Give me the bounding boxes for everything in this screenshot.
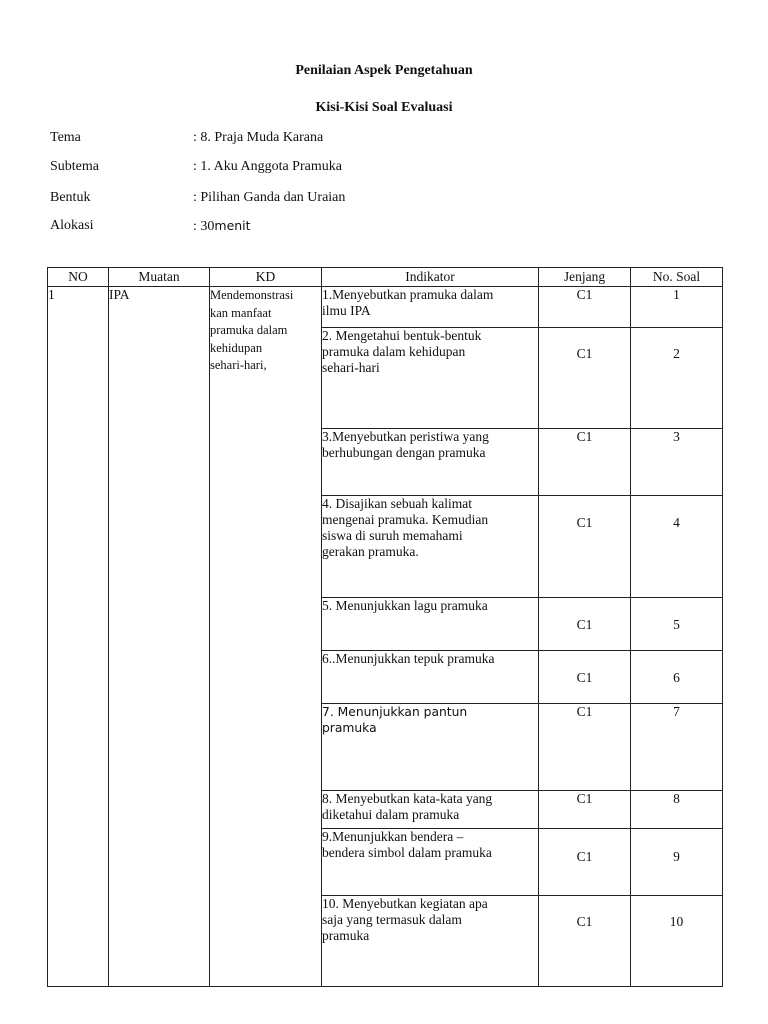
page-title: Penilaian Aspek Pengetahuan	[295, 63, 473, 78]
indikator-line: pramuka dalam kehidupan	[322, 344, 466, 359]
kd-line: kan manfaat	[210, 305, 272, 320]
jenjang-value: C1	[576, 914, 593, 929]
jenjang-cell	[539, 829, 631, 896]
indikator-line: saja yang termasuk dalam	[322, 912, 462, 927]
soal-cell	[631, 704, 723, 791]
kd-line: pramuka dalam	[210, 323, 288, 337]
soal-value: 6	[673, 670, 680, 685]
indikator-line: siswa di suruh memahami	[322, 528, 463, 543]
jenjang-cell	[539, 496, 631, 598]
kisi-kisi-table	[47, 267, 723, 987]
kd-line: sehari-hari,	[210, 358, 267, 372]
jenjang-cell	[539, 598, 631, 651]
meta-label: Tema	[50, 130, 81, 145]
soal-value: 9	[673, 849, 680, 864]
indikator-line: diketahui dalam pramuka	[322, 807, 460, 822]
soal-value: 3	[673, 429, 680, 444]
muatan-cell: IPA	[109, 287, 210, 987]
soal-value: 2	[673, 346, 680, 361]
jenjang-value: C1	[576, 515, 593, 530]
indikator-line: 1.Menyebutkan pramuka dalam	[322, 287, 494, 302]
meta-value	[193, 218, 251, 235]
header-no-soal: No. Soal	[631, 268, 723, 287]
indikator-line: ilmu IPA	[322, 303, 371, 318]
jenjang-cell	[539, 704, 631, 791]
indikator-cell	[322, 287, 539, 328]
meta-value: : 8. Praja Muda Karana	[193, 130, 324, 145]
header-jenjang: Jenjang	[539, 268, 631, 287]
indikator-line: pramuka	[322, 928, 370, 943]
indikator-line: mengenai pramuka. Kemudian	[322, 512, 489, 527]
header-kd: KD	[210, 268, 322, 287]
jenjang-value: C1	[576, 849, 593, 864]
soal-value: 4	[673, 515, 680, 530]
indikator-cell	[322, 829, 539, 896]
header-muatan: Muatan	[109, 268, 210, 287]
soal-cell	[631, 791, 723, 829]
jenjang-cell	[539, 328, 631, 429]
indikator-line: 2. Mengetahui bentuk-bentuk	[322, 328, 482, 343]
jenjang-value: C1	[576, 617, 593, 632]
kd-cell	[210, 287, 322, 987]
indikator-line: 8. Menyebutkan kata-kata yang	[322, 791, 493, 806]
indikator-line: 10. Menyebutkan kegiatan apa	[322, 896, 488, 911]
no-cell: 1	[48, 287, 109, 987]
header-indikator: Indikator	[322, 268, 539, 287]
meta-value: : Pilihan Ganda dan Uraian	[193, 190, 346, 205]
soal-cell	[631, 896, 723, 987]
soal-value: 5	[673, 617, 680, 632]
indikator-line: berhubungan dengan pramuka	[322, 445, 486, 460]
soal-cell	[631, 287, 723, 328]
indikator-cell	[322, 896, 539, 987]
indikator-line: 4. Disajikan sebuah kalimat	[322, 496, 472, 511]
jenjang-cell	[539, 287, 631, 328]
indikator-cell	[322, 598, 539, 651]
header-no: NO	[48, 268, 109, 287]
indikator-cell	[322, 429, 539, 496]
soal-value: 7	[673, 704, 680, 719]
table-row	[48, 287, 723, 328]
indikator-line: 5. Menunjukkan lagu pramuka	[322, 598, 488, 613]
indikator-cell	[322, 791, 539, 829]
indikator-cell	[322, 496, 539, 598]
jenjang-value: C1	[576, 346, 593, 361]
soal-value: 1	[673, 287, 680, 302]
soal-cell	[631, 496, 723, 598]
jenjang-cell	[539, 651, 631, 704]
table-header-row	[48, 268, 723, 287]
jenjang-value: C1	[576, 704, 593, 719]
indikator-line: sehari-hari	[322, 360, 380, 375]
meta-value: : 1. Aku Anggota Pramuka	[193, 159, 342, 174]
jenjang-value: C1	[576, 287, 593, 302]
soal-cell	[631, 651, 723, 704]
jenjang-value: C1	[576, 429, 593, 444]
jenjang-cell	[539, 429, 631, 496]
soal-cell	[631, 829, 723, 896]
meta-label: Bentuk	[50, 190, 91, 205]
indikator-line: gerakan pramuka.	[322, 544, 419, 559]
soal-cell	[631, 328, 723, 429]
indikator-line: 6..Menunjukkan tepuk pramuka	[322, 651, 495, 666]
jenjang-cell	[539, 896, 631, 987]
soal-cell	[631, 598, 723, 651]
indikator-cell	[322, 704, 539, 791]
indikator-cell	[322, 328, 539, 429]
alokasi-unit: menit	[214, 218, 251, 233]
indikator-line: bendera simbol dalam pramuka	[322, 845, 492, 860]
soal-value: 8	[673, 791, 680, 806]
indikator-line: 7. Menunjukkan pantun	[322, 705, 468, 719]
meta-label: Subtema	[50, 159, 99, 174]
jenjang-cell	[539, 791, 631, 829]
jenjang-value: C1	[576, 791, 593, 806]
indikator-line: 9.Menunjukkan bendera –	[322, 829, 464, 844]
indikator-line: pramuka	[322, 721, 377, 735]
indikator-cell	[322, 651, 539, 704]
page-subtitle: Kisi-Kisi Soal Evaluasi	[315, 100, 453, 115]
meta-label: Alokasi	[50, 218, 94, 233]
kd-line: Mendemonstrasi	[210, 288, 294, 302]
indikator-line: 3.Menyebutkan peristiwa yang	[322, 429, 489, 444]
soal-cell	[631, 429, 723, 496]
alokasi-value: : 30	[193, 219, 215, 234]
soal-value: 10	[669, 914, 684, 929]
jenjang-value: C1	[576, 670, 593, 685]
kd-line: kehidupan	[210, 340, 263, 355]
